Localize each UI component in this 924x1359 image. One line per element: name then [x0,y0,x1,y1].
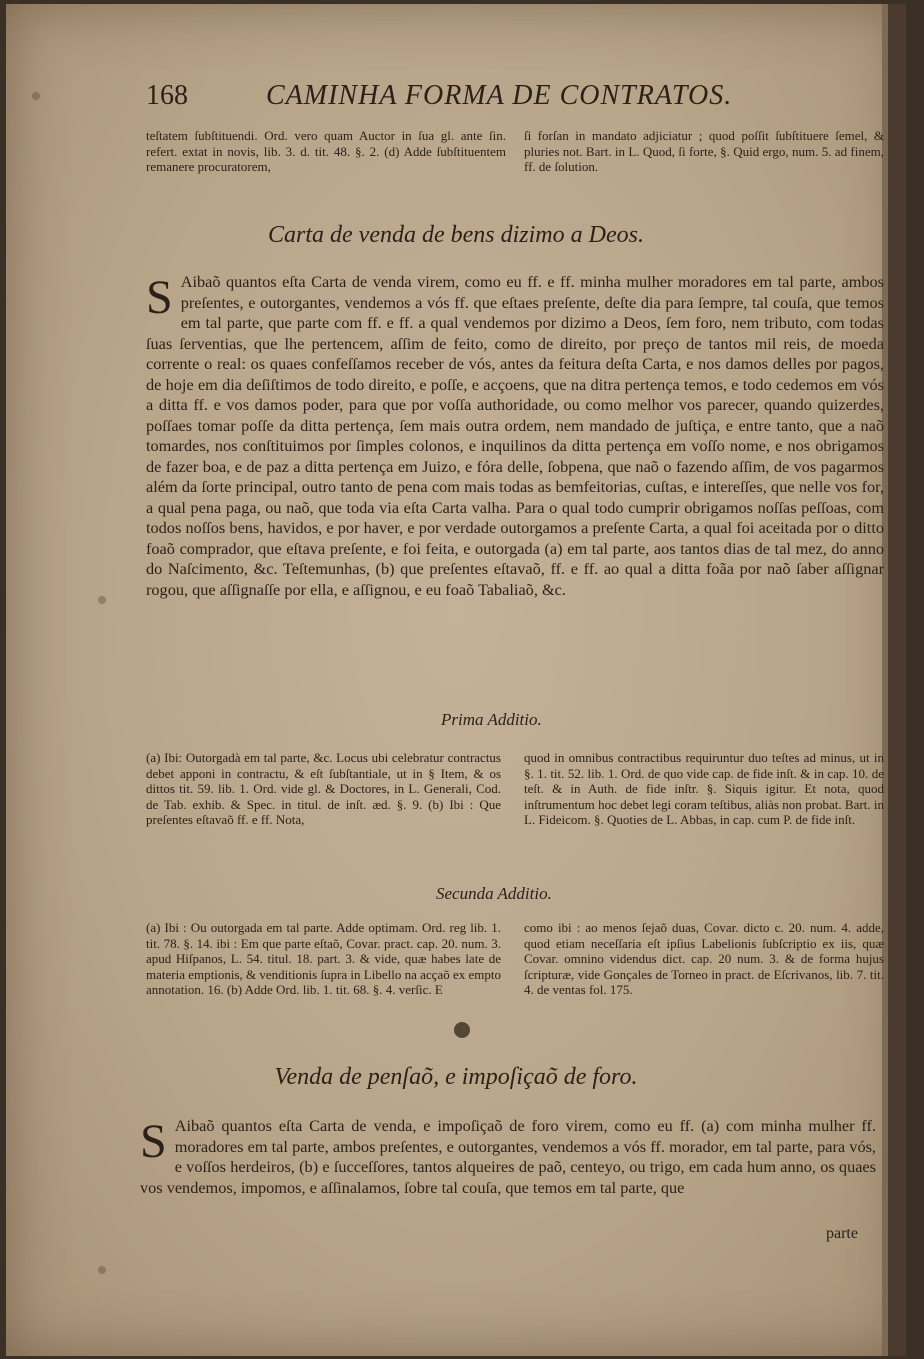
page-edge [882,4,888,1356]
section1-body [146,272,884,600]
section2-text: Aibaõ quantos eſta Carta de venda, e impoſiçaõ de foro virem, como eu ff. (a) com minha mulher ff. moradores em tal parte, ambos preſentes, e outorgantes, vendemos a vós ff. morador, em tal parte, para vós, e voſſos herdeiros, (b) e ſucceſſores, tantos alqueires de paõ, centeyo, ou trigo, em cada hum anno, os quaes vos vendemos, impomos, e aſſinalamos, ſobre tal couſa, que temos em tal parte, que [140,1116,876,1197]
additio2-left-text: (a) Ibi : Ou outorgada em tal parte. Adde optimam. Ord. reg lib. 1. tit. 78. §. 14. ibi : Em que parte eſtaõ, Covar. pract. cap. 20. num. 3. apud Hiſpanos, L. 54. titul. 18. part. 3. & vide, quæ habes late de materia emptionis, & venditionis ſupra in Libello na acçaõ ex empto annotation. 16. (b) Adde Ord. lib. 1. tit. 68. §. 4. verſic. E [146,920,501,998]
dropcap: S [146,271,173,324]
page-header [116,80,806,120]
section1-title: Carta de venda de bens dizimo a Deos. [268,222,644,248]
running-title: CAMINHA FORMA DE CONTRATOS. [266,80,733,111]
additio1-left-text: (a) Ibi: Outorgadà em tal parte, &c. Locus ubi celebratur contractus debet apponi in contractu, & eſt ſubſtantiale, ut in § Item, & os dittos tit. 59. lib. 1. Ord. vide gl. & Doctores, in L. Generali, Cod. de Tab. exhib. & Spec. in titul. de inſt. æd. §. 9. (b) Ibi : Que preſentes eſtavaõ ff. e ff. Nota, [146,750,501,828]
additio2-left [146,920,501,998]
section1-text: Aibaõ quantos eſta Carta de venda virem, como eu ff. e ff. minha mulher moradores em tal parte, ambos preſentes, e outorgantes, vendemos a vós ff. que eſtaes preſente, deſte dia para ſempre, tal couſa, que temos em tal parte, que parte com ff. e ff. a qual vendemos por dizimo a Deos, ſem foro, nem tributo, com todas ſuas ſerventias, que lhe pertencem, aſſim de feito, como de direito, por preço de tantos mil reis, de moeda corrente o real: os quaes confeſſamos receber de vós, antes da feitura deſta Carta, e nos damos delles por pagos, de hoje em dia deſiſtimos de todo direito, e poſſe, e acçoens, que na ditra pertença temos, e todo cedemos em vós a ditta ff. e vos damos poder, para que por voſſa authoridade, ou como melhor vos parecer, quando quizerdes, poſſaes tomar poſſe da ditta pertença, ſem mais outra ordem, nem mandado de juſtiça, e entre tanto, que a naõ tomardes, nos conſtituimos por ſimples colonos, e inquilinos da ditta pertença em voſſo nome, e nos obrigamos de fazer boa, e de paz a ditta pertença em Juizo, e fóra delle, ſobpena, que naõ o fazendo aſſim, de vos pagarmos além da ſorte principal, outro tanto de pena com mais todas as bemfeitorias, cuſtas, e intereſſes, que nelle vos for, a qual pena paga, ou naõ, que toda via eſta Carta valha. Para o qual todo cumprir obrigamos noſſas peſſoas, com todos noſſos bens, havidos, e por haver, e por verdade outorgamos a preſente Carta, a qual foi aceitada por o ditto foaõ comprador, que eſtava preſente, e foi feita, e outorgada (a) em tal parte, aos tantos dias de tal mez, do anno do Naſcimento, &c. Teſtemunhas, (b) que preſentes eſtavaõ, ff. e ff. ao qual a ditta foãa por naõ ſaber aſſignar rogou, que aſſignaſſe por ella, e aſſignou, e eu foaõ Tabaliaõ, &c. [146,272,884,599]
section2-title: Venda de penſaõ, e impoſiçaõ de foro. [274,1064,638,1090]
additio2-title: Secunda Additio. [436,884,552,903]
top-note-right [524,128,884,175]
ink-blot [454,1022,470,1038]
additio1-title: Prima Additio. [441,710,542,729]
page-number: 168 [146,80,188,111]
additio2-right-text: como ibi : ao menos ſejaõ duas, Covar. dicto c. 20. num. 4. adde, quod etiam neceſſaria eſt ipſius Labelionis ſubſcriptio ex iis, quæ Covar. omnino videndus dict. cap. 20 num. 3. & de forma hujus ſcripturæ, vide Gonçales de Torneo in pract. de Eſcrivanos, lib. 7. tit. 4. de ventas fol. 175. [524,920,884,998]
ink-spot [98,596,106,604]
top-note-left-text: teſtatem ſubſtituendi. Ord. vero quam Auctor in ſua gl. ante ſin. refert. extat in novis, lib. 3. d. tit. 48. §. 2. (d) Adde ſubſtituentem remanere procuratorem, [146,128,506,175]
page-gutter [888,4,906,1356]
catchword: parte [826,1225,858,1242]
section2-body [140,1116,876,1198]
additio1-right [524,750,884,828]
additio2-right [524,920,884,998]
ink-spot [98,1266,106,1274]
ink-spot [32,92,40,100]
top-note-left [146,128,506,175]
top-note-right-text: ſi forſan in mandato adjiciatur ; quod poſſit ſubſtituere ſemel, & pluries not. Bart. in L. Quod, ſi forte, §. Quid ergo, num. 5. ad finem, ff. de ſolution. [524,128,884,175]
dropcap: S [140,1115,167,1168]
additio1-right-text: quod in omnibus contractibus requiruntur duo teſtes ad minus, ut in §. 1. tit. 52. lib. 1. Ord. de quo vide cap. de fide inſt. & in cap. 10. de teſt. & in Auth. de fide inſtr. §. Siquis igitur. Et nota, quod inſtrumentum hoc debet legi coram teſtibus, aliàs non probat. Bart. in L. Fideicom. §. Quoties de L. Abbas, in cap. cum P. de fide inſt. [524,750,884,828]
additio1-left [146,750,501,828]
book-page [6,4,906,1356]
